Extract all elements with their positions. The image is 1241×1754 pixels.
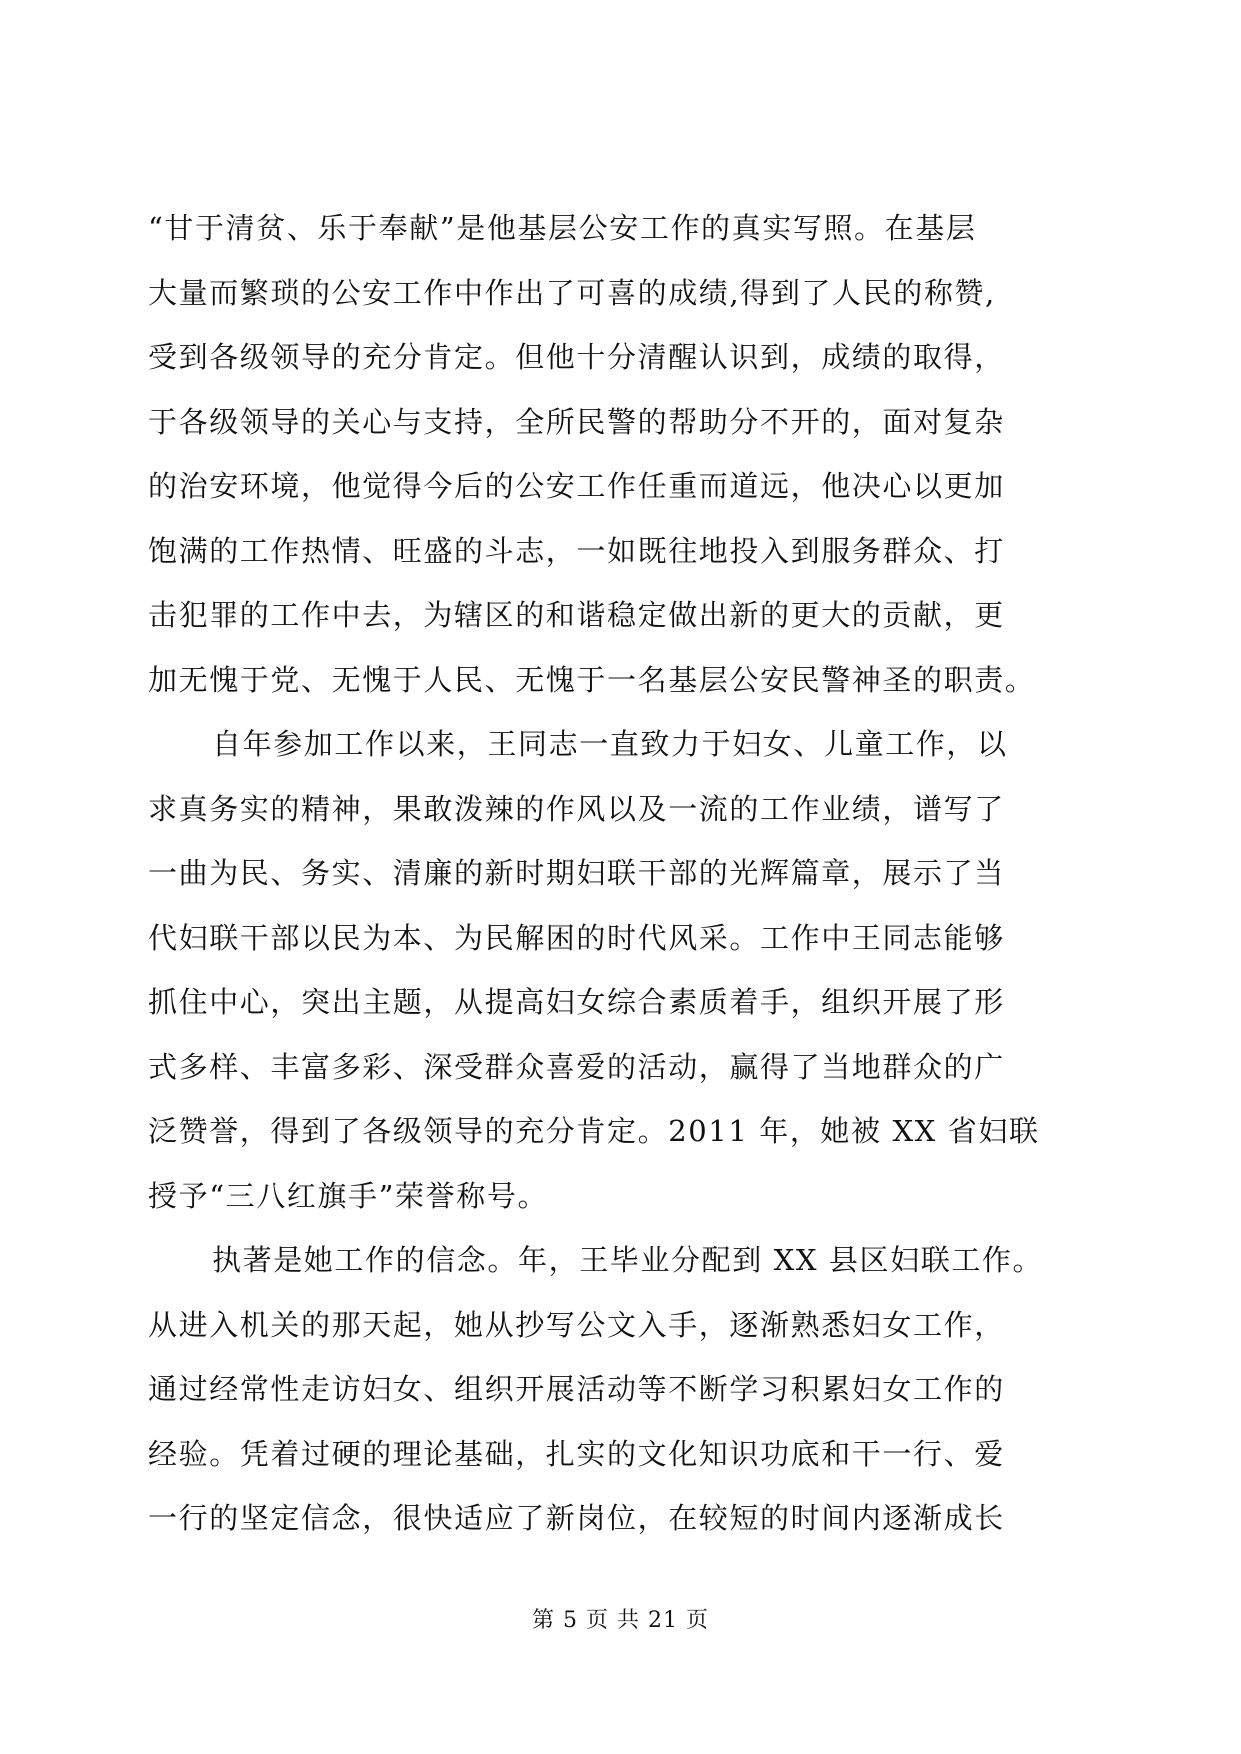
text-line: “甘于清贫、乐于奉献”是他基层公安工作的真实写照。在基层 bbox=[148, 211, 977, 245]
text-line: 求真务实的精神，果敢泼辣的作风以及一流的工作业绩，谱写了 bbox=[148, 791, 1005, 826]
text-line: 经验。凭着过硬的理论基础，扎实的文化知识功底和干一行、爱 bbox=[148, 1436, 1005, 1471]
text-line: 大量而繁琐的公安工作中作出了可喜的成绩,得到了人民的称赞, bbox=[148, 275, 996, 310]
text-line: 一行的坚定信念，很快适应了新岗位，在较短的时间内逐渐成长 bbox=[148, 1501, 1005, 1535]
text-line: 加无愧于党、无愧于人民、无愧于一名基层公安民警神圣的职责。 bbox=[148, 662, 1036, 697]
page-number-footer: 第 5 页 共 21 页 bbox=[532, 1608, 709, 1633]
paragraph-start-line: 自年参加工作以来，王同志一直致力于妇女、儿童工作，以 bbox=[212, 727, 1008, 761]
text-line: 于各级领导的关心与支持，全所民警的帮助分不开的，面对复杂 bbox=[148, 404, 1005, 439]
text-line: 受到各级领导的充分肯定。但他十分清醒认识到，成绩的取得， bbox=[148, 340, 1005, 374]
text-line: 式多样、丰富多彩、深受群众喜爱的活动，赢得了当地群众的广 bbox=[148, 1049, 1005, 1084]
text-line: 代妇联干部以民为本、为民解困的时代风采。工作中王同志能够 bbox=[148, 920, 1005, 955]
text-line: 从进入机关的那天起，她从抄写公文入手，逐渐熟悉妇女工作， bbox=[148, 1307, 1005, 1342]
text-line: 一曲为民、务实、清廉的新时期妇联干部的光辉篇章，展示了当 bbox=[148, 856, 1005, 890]
text-line: 通过经常性走访妇女、组织开展活动等不断学习积累妇女工作的 bbox=[148, 1372, 1005, 1406]
paragraph-start-line: 执著是她工作的信念。年，王毕业分配到 XX 县区妇联工作。 bbox=[212, 1243, 1044, 1277]
text-line: 击犯罪的工作中去，为辖区的和谐稳定做出新的更大的贡献，更 bbox=[148, 598, 1005, 632]
text-line: 抓住中心，突出主题，从提高妇女综合素质着手，组织开展了形 bbox=[148, 985, 1005, 1019]
body-text bbox=[148, 196, 1108, 1551]
text-line: 授予“三八红旗手”荣誉称号。 bbox=[148, 1178, 549, 1213]
text-line: 的治安环境，他觉得今后的公安工作任重而道远，他决心以更加 bbox=[148, 469, 1005, 503]
text-line: 饱满的工作热情、旺盛的斗志，一如既往地投入到服务群众、打 bbox=[148, 533, 1005, 568]
text-line: 泛赞誉，得到了各级领导的充分肯定。2011 年，她被 XX 省妇联 bbox=[148, 1114, 1040, 1148]
